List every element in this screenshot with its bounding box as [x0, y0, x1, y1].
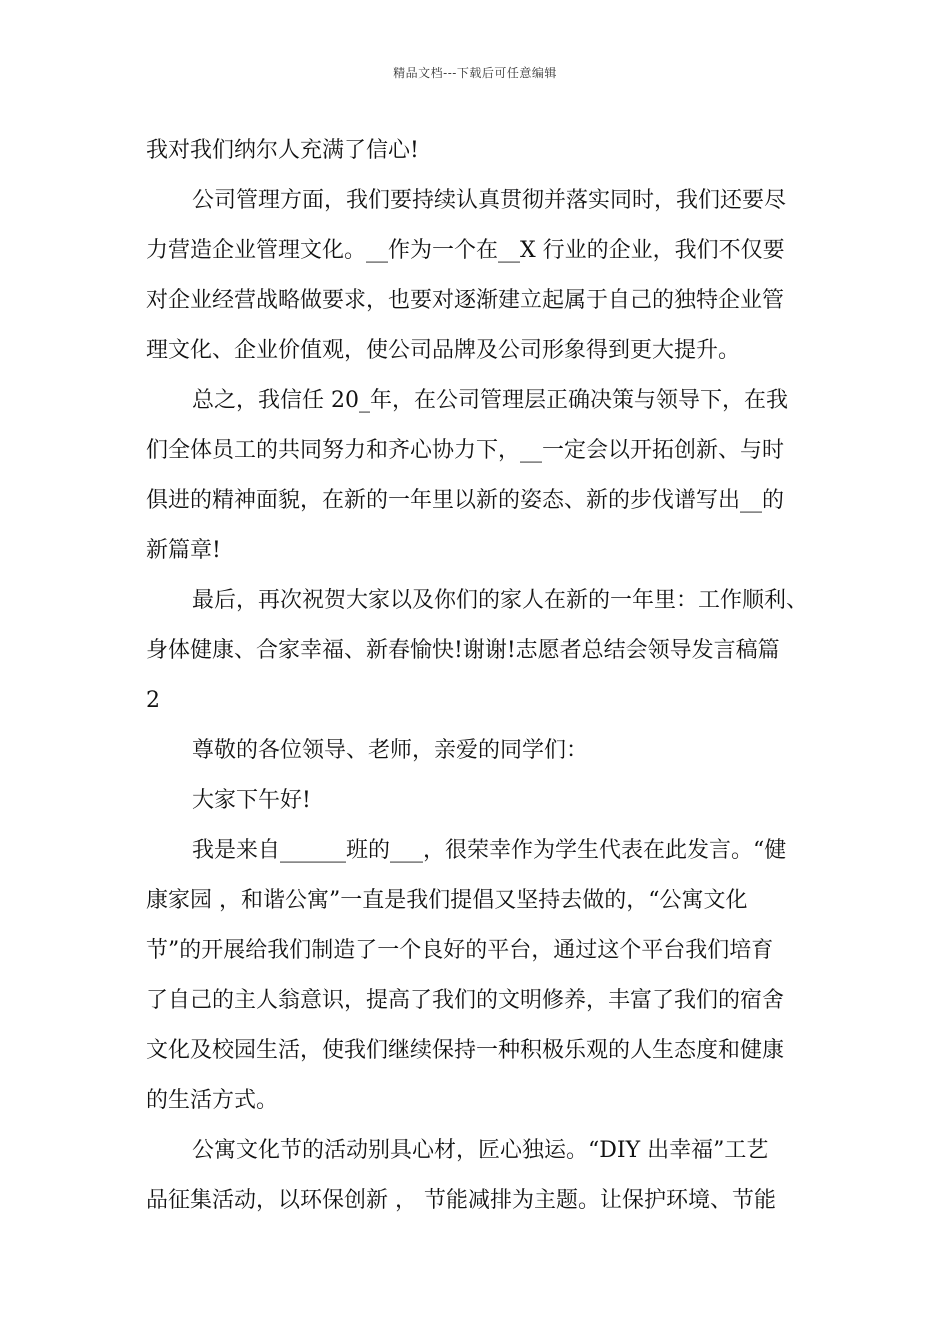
- paragraph-line: 身体健康、合家幸福、新春愉快!谢谢!志愿者总结会领导发言稿篇: [146, 638, 780, 663]
- page-header: 精品文档---下载后可任意编辑: [393, 66, 557, 80]
- paragraph-line: 新篇章!: [146, 538, 221, 563]
- paragraph-line: 力营造企业管理文化。__作为一个在__X 行业的企业，我们不仅要: [146, 238, 785, 263]
- paragraph-line: 俱进的精神面貌，在新的一年里以新的姿态、新的步伐谱写出__的: [146, 488, 785, 513]
- paragraph-line: 我是来自______班的___，很荣幸作为学生代表在此发言。“健: [192, 838, 787, 863]
- paragraph-line: 了自己的主人翁意识，提高了我们的文明修养，丰富了我们的宿舍: [146, 988, 785, 1013]
- paragraph-line: 康家园 ，和谐公寓”一直是我们提倡又坚持去做的，“公寓文化: [146, 888, 748, 913]
- paragraph-line: 们全体员工的共同努力和齐心协力下，__一定会以开拓创新、与时: [146, 438, 785, 463]
- paragraph-line: 大家下午好!: [192, 788, 311, 813]
- paragraph-line: 我对我们纳尔人充满了信心!: [146, 138, 419, 163]
- document-body: [146, 126, 810, 1226]
- paragraph-line: 最后，再次祝贺大家以及你们的家人在新的一年里：工作顺利、: [192, 588, 809, 613]
- paragraph-line: 2: [146, 688, 160, 713]
- paragraph-line: 公司管理方面，我们要持续认真贯彻并落实同时，我们还要尽: [192, 188, 787, 213]
- paragraph-line: 节”的开展给我们制造了一个良好的平台，通过这个平台我们培育: [146, 938, 774, 963]
- paragraph-line: 总之，我信任 20_年，在公司管理层正确决策与领导下，在我: [192, 388, 788, 413]
- paragraph-line: 公寓文化节的活动别具心材，匠心独运。“DIY 出幸福”工艺: [192, 1138, 769, 1163]
- paragraph-line: 理文化、企业价值观，使公司品牌及公司形象得到更大提升。: [146, 338, 741, 363]
- paragraph-line: 品征集活动，以环保创新 ， 节能减排为主题。让保护环境、节能: [146, 1188, 776, 1213]
- paragraph-line: 的生活方式。: [146, 1088, 279, 1113]
- paragraph-line: 文化及校园生活，使我们继续保持一种积极乐观的人生态度和健康: [146, 1038, 785, 1063]
- paragraph-line: 对企业经营战略做要求，也要对逐渐建立起属于自己的独特企业管: [146, 288, 785, 313]
- paragraph-line: 尊敬的各位领导、老师，亲爱的同学们：: [192, 738, 589, 763]
